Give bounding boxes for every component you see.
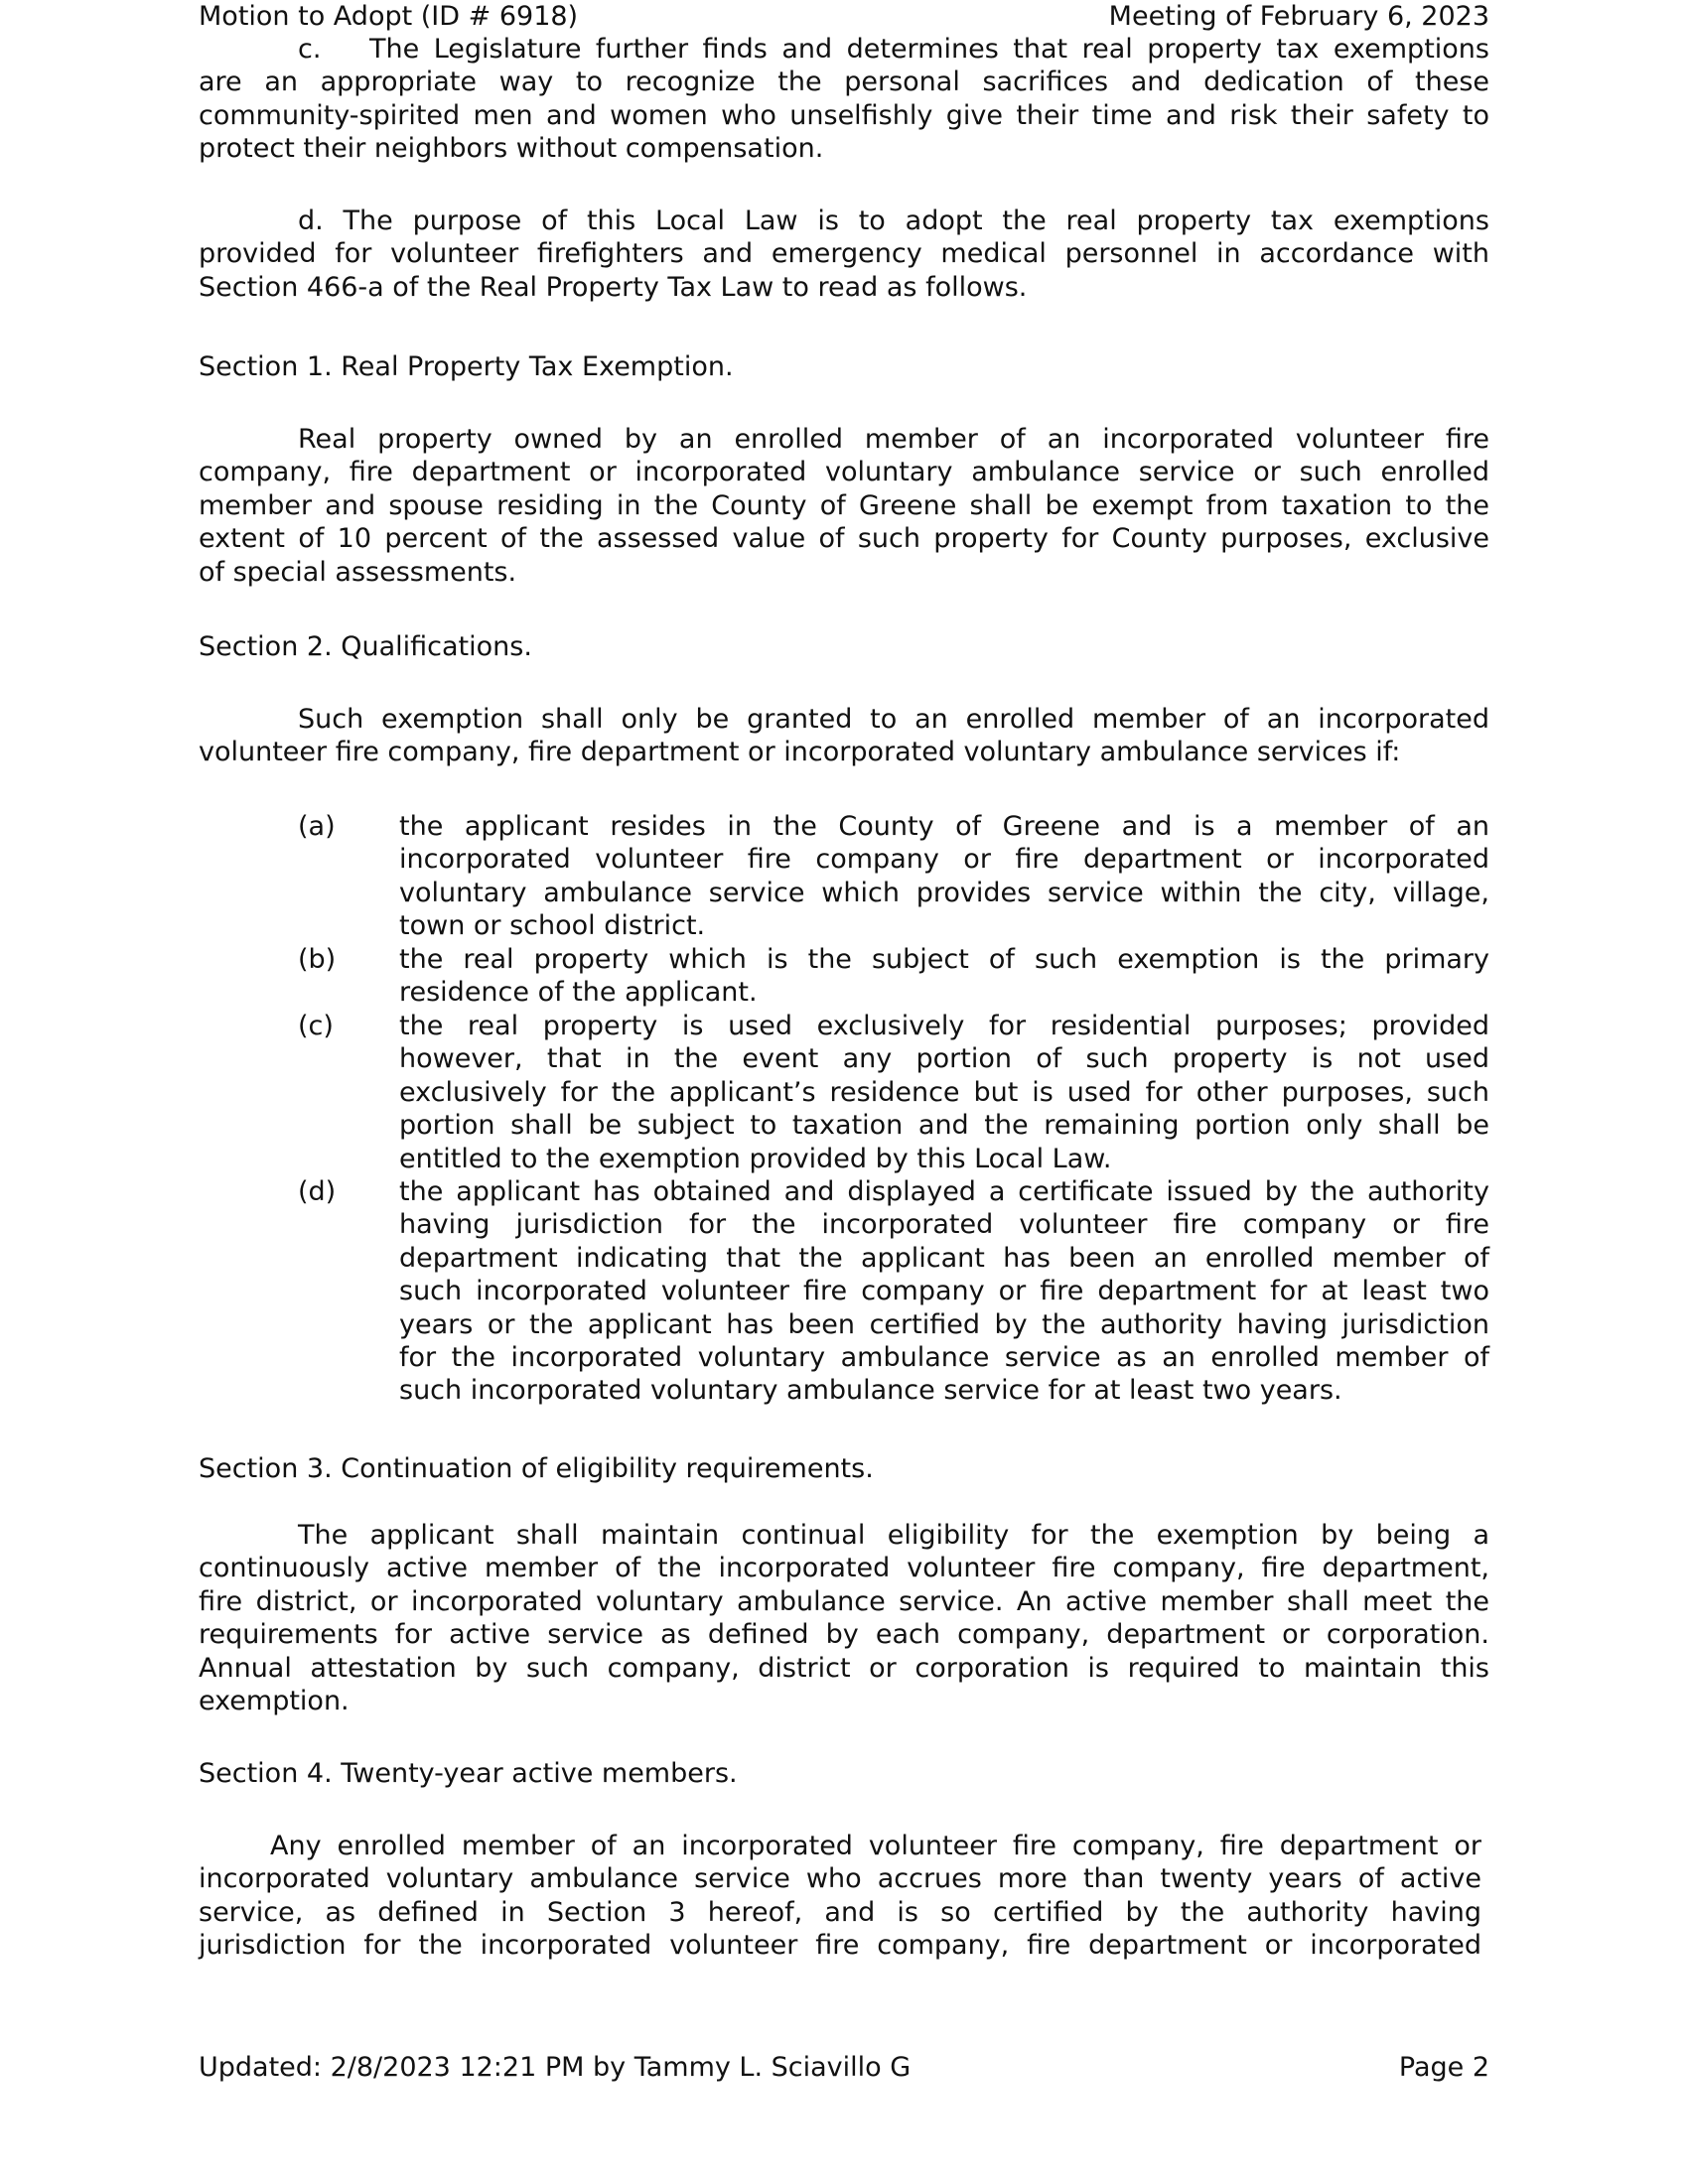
section-1-body: [199, 423, 1489, 589]
qualification-item-c: [199, 1010, 1489, 1175]
paragraph-line: The Legislature further finds and determines that real property tax exemptions: [369, 34, 1489, 65]
item-line: portion shall be subject to taxation and the remaining portion only shall be: [399, 1110, 1489, 1142]
section-3-body: [199, 1519, 1489, 1717]
section-4-heading: Section 4. Twenty-year active members.: [199, 1758, 738, 1789]
paragraph-line: exemption.: [199, 1685, 350, 1716]
paragraph-line: fire district, or incorporated voluntary ambulance service. An active member shall meet the: [199, 1585, 1489, 1617]
item-line: voluntary ambulance service which provides service within the city, village,: [399, 877, 1489, 908]
qualification-item-a: [199, 810, 1489, 943]
paragraph-line: incorporated voluntary ambulance service who accrues more than twenty years of active: [199, 1863, 1481, 1895]
item-line: however, that in the event any portion of such property is not used: [399, 1043, 1489, 1075]
paragraph-label: c.: [298, 34, 322, 65]
item-label: (b): [298, 944, 337, 975]
paragraph-line: Section 466-a of the Real Property Tax Law to read as follows.: [199, 271, 1028, 303]
item-line: the applicant has obtained and displayed a certificate issued by the authority: [399, 1176, 1489, 1207]
paragraph-c: [199, 33, 1489, 166]
paragraph-line: member and spouse residing in the County of Greene shall be exempt from taxation to the: [199, 489, 1489, 521]
motion-id: Motion to Adopt (ID # 6918): [199, 1, 579, 32]
section-2-intro: [199, 703, 1489, 769]
meeting-date: Meeting of February 6, 2023: [1108, 1, 1489, 32]
page-footer: [199, 2051, 1489, 2085]
section-3-heading: Section 3. Continuation of eligibility requirements.: [199, 1453, 874, 1484]
item-line: such incorporated voluntary ambulance service for at least two years.: [399, 1375, 1342, 1407]
item-line: the applicant resides in the County of Greene and is a member of an: [399, 811, 1489, 842]
paragraph-line: volunteer fire company, fire department or incorporated voluntary ambulance services if:: [199, 737, 1401, 768]
item-line: for the incorporated voluntary ambulance service as an enrolled member of: [399, 1341, 1489, 1373]
item-label: (d): [298, 1176, 337, 1207]
item-line: the real property which is the subject of such exemption is the primary: [399, 944, 1489, 975]
paragraph-line: of special assessments.: [199, 556, 517, 588]
paragraph-line: company, fire department or incorporated voluntary ambulance service or such enrolled: [199, 457, 1489, 488]
qualification-item-b: [199, 943, 1489, 1010]
item-line: having jurisdiction for the incorporated volunteer fire company or fire: [399, 1209, 1489, 1241]
item-line: the real property is used exclusively for residential purposes; provided: [399, 1011, 1489, 1041]
item-line: exclusively for the applicant’s residence but is used for other purposes, such: [399, 1076, 1489, 1108]
item-line: town or school district.: [399, 910, 706, 942]
paragraph-line: Real property owned by an enrolled member of an incorporated volunteer fire: [298, 424, 1489, 455]
item-label: (c): [298, 1011, 334, 1041]
paragraph-line: protect their neighbors without compensation.: [199, 133, 824, 165]
paragraph-line: Any enrolled member of an incorporated volunteer fire company, fire department or: [270, 1831, 1481, 1861]
page-number: Page 2: [1398, 2052, 1489, 2083]
updated-info: Updated: 2/8/2023 12:21 PM by Tammy L. Sciavillo G: [199, 2052, 912, 2083]
section-4-body: [199, 1830, 1481, 1963]
item-label: (a): [298, 811, 336, 842]
paragraph-line: service, as defined in Section 3 hereof, and is so certified by the authority having: [199, 1896, 1481, 1928]
paragraph-line: Annual attestation by such company, district or corporation is required to maintain this: [199, 1652, 1489, 1684]
paragraph-d: [199, 205, 1489, 304]
paragraph-line: community-spirited men and women who unselfishly give their time and risk their safety to: [199, 99, 1489, 131]
paragraph-line: jurisdiction for the incorporated volunteer fire company, fire department or incorporated: [199, 1930, 1481, 1962]
item-line: years or the applicant has been certified by the authority having jurisdiction: [399, 1308, 1489, 1340]
page-header: [199, 0, 1489, 34]
item-line: residence of the applicant.: [399, 977, 758, 1009]
paragraph-line: are an appropriate way to recognize the personal sacrifices and dedication of these: [199, 67, 1489, 98]
qualification-item-d: [199, 1175, 1489, 1408]
paragraph-line: continuously active member of the incorporated volunteer fire company, fire department,: [199, 1553, 1489, 1584]
paragraph-line: The applicant shall maintain continual eligibility for the exemption by being a: [298, 1520, 1489, 1551]
paragraph-line: requirements for active service as defined by each company, department or corporation.: [199, 1619, 1489, 1651]
paragraph-line: provided for volunteer firefighters and emergency medical personnel in accordance with: [199, 238, 1489, 270]
item-line: incorporated volunteer fire company or fire department or incorporated: [399, 844, 1489, 876]
item-line: department indicating that the applicant has been an enrolled member of: [399, 1242, 1489, 1274]
paragraph-line: Such exemption shall only be granted to an enrolled member of an incorporated: [298, 704, 1489, 735]
paragraph-line: d. The purpose of this Local Law is to adopt the real property tax exemptions: [298, 205, 1489, 236]
item-line: entitled to the exemption provided by this Local Law.: [399, 1143, 1112, 1174]
section-1-heading: Section 1. Real Property Tax Exemption.: [199, 351, 734, 382]
paragraph-line: extent of 10 percent of the assessed value of such property for County purposes, exclusive: [199, 523, 1489, 555]
section-2-heading: Section 2. Qualifications.: [199, 631, 532, 662]
item-line: such incorporated volunteer fire company or fire department for at least two: [399, 1276, 1489, 1307]
